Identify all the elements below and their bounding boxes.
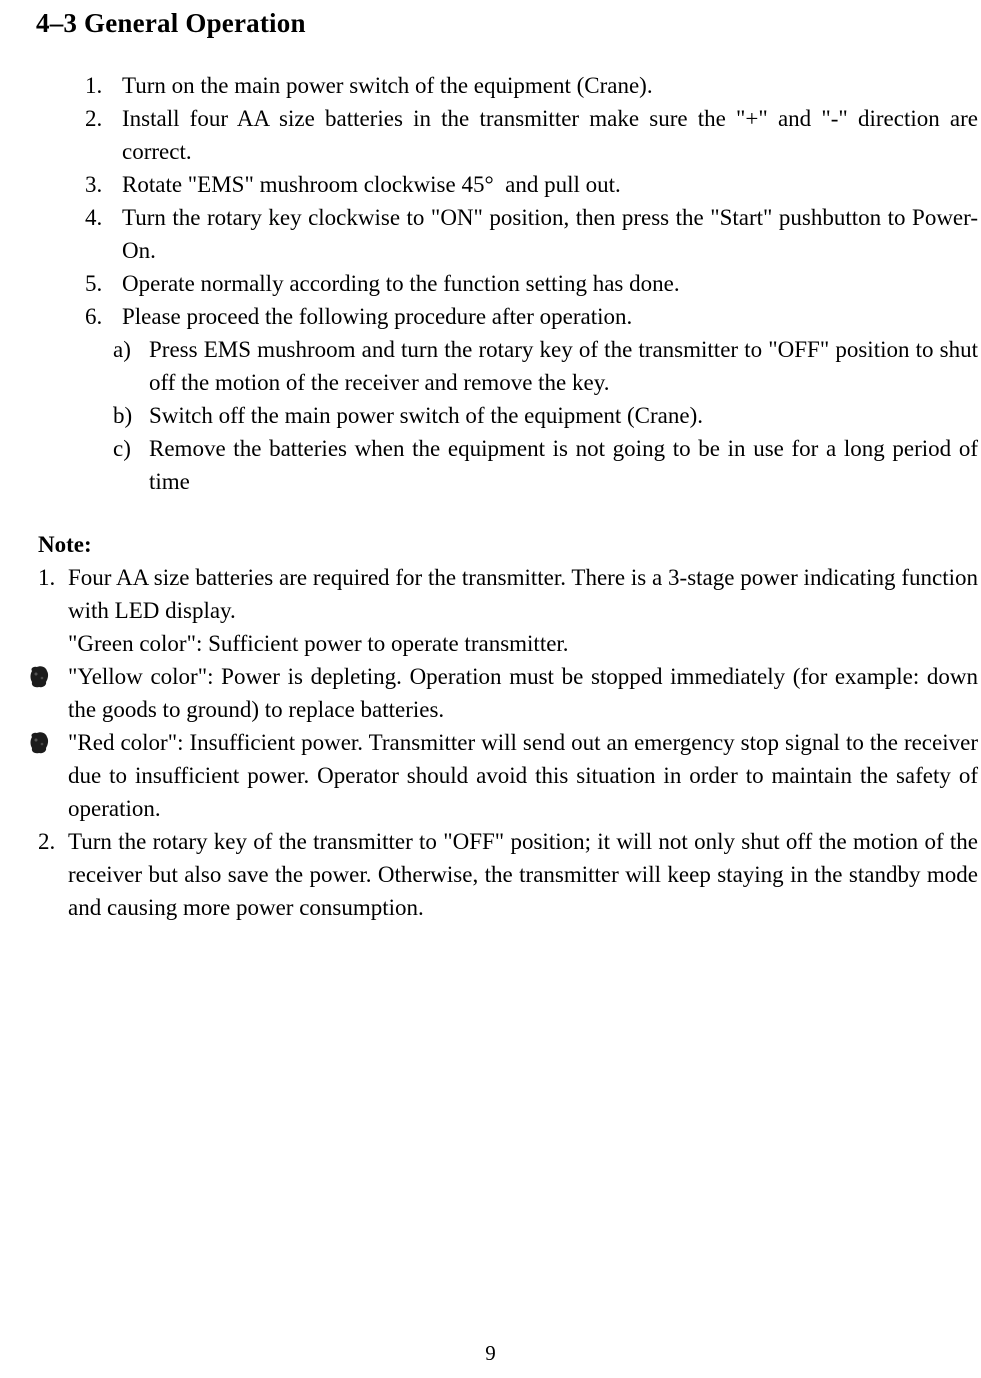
list-item [85,267,978,300]
list-item [85,102,978,168]
list-item [85,300,978,333]
note-item-1 [38,561,978,825]
list-item [85,201,978,267]
item-text: Turn the rotary key clockwise to "ON" position, then press the "Start" pushbutton to Power-On. [122,205,978,263]
note-item-2 [38,825,978,924]
item-text: Install four AA size batteries in the transmitter make sure the "+" and "-" direction are correct. [122,106,978,164]
item-number: 2. [85,106,103,131]
list-item [113,333,978,399]
item-text: Press EMS mushroom and turn the rotary key of the transmitter to "OFF" position to shut off the motion of the receiver and remove the key. [149,337,978,395]
page-number: 9 [485,1341,496,1365]
numbered-step-list [85,69,978,333]
item-text: Rotate "EMS" mushroom clockwise 45° and pull out. [122,172,621,197]
item-letter: c) [113,436,131,461]
note-section [38,528,978,924]
item-number: 2. [38,829,56,854]
item-letter: a) [113,337,131,362]
list-item [85,168,978,201]
item-number: 6. [85,304,103,329]
item-text: Remove the batteries when the equipment is not going to be in use for a long period of time [149,436,978,494]
item-text: Turn on the main power switch of the equipment (Crane). [122,73,653,98]
list-item [113,399,978,432]
lettered-sub-list [113,333,978,498]
item-text: "Green color": Sufficient power to operate transmitter. [68,631,569,656]
green-color-line [68,627,978,660]
section-title: 4–3 General Operation [36,8,306,38]
item-letter: b) [113,403,133,428]
item-number: 1. [85,73,103,98]
note-heading: Note: [38,532,92,557]
item-text: Turn the rotary key of the transmitter to "OFF" position; it will not only shut off the motion of the receiver but also save the power. Otherwise, the transmitter will keep staying in the standby mode and causing more power consumption. [68,829,978,920]
yellow-indicator-icon [28,665,50,689]
item-text: Operate normally according to the function setting has done. [122,271,680,296]
item-text: Four AA size batteries are required for the transmitter. There is a 3-stage power indicating function with LED display. [68,565,978,623]
list-item [85,69,978,102]
item-number: 1. [38,565,56,590]
red-indicator-icon [28,731,50,755]
yellow-color-line [68,660,978,726]
item-text: Switch off the main power switch of the equipment (Crane). [149,403,703,428]
item-number: 4. [85,205,103,230]
item-number: 5. [85,271,103,296]
item-text: "Yellow color": Power is depleting. Operation must be stopped immediately (for example: down the goods to ground) to replace batteries. [68,664,978,722]
item-text: "Red color": Insufficient power. Transmitter will send out an emergency stop signal to the receiver due to insufficient power. Operator should avoid this situation in order to maintain the safety of operation. [68,730,978,821]
red-color-line [68,726,978,825]
item-number: 3. [85,172,103,197]
list-item [113,432,978,498]
item-text: Please proceed the following procedure after operation. [122,304,633,329]
